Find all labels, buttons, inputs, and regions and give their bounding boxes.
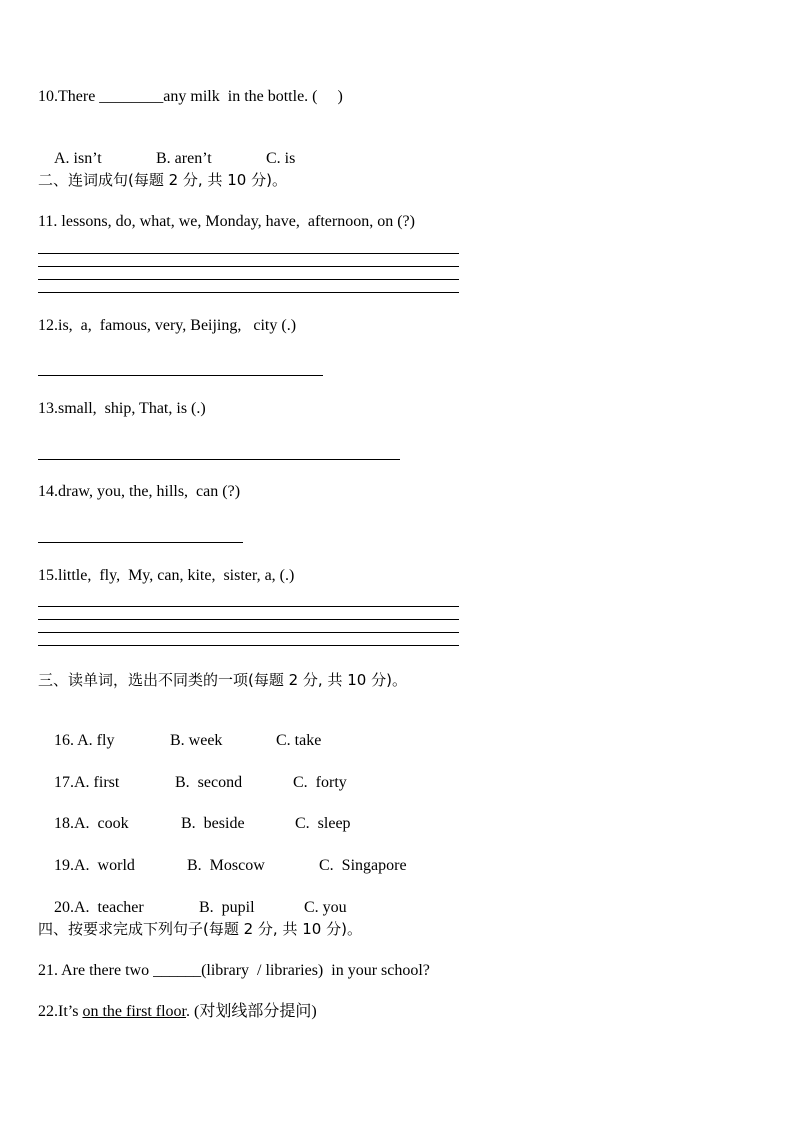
answer-line: [38, 645, 459, 646]
answer-line: [38, 266, 459, 267]
question-number: 19.: [54, 857, 74, 874]
answer-line: [38, 292, 459, 293]
option-c: C. sleep: [295, 815, 351, 832]
question-13: 13.small, ship, That, is (.): [38, 400, 206, 417]
option-c: C. take: [276, 732, 322, 749]
section-3-heading: 三、读单词，选出不同类的一项(每题 2 分, 共 10 分)。: [38, 671, 407, 689]
option-a: A. fly: [77, 732, 115, 749]
option-a: A. isn’t: [54, 150, 102, 167]
answer-line: [38, 253, 459, 254]
question-15: 15.little, fly, My, can, kite, sister, a, (.): [38, 567, 295, 584]
question-14: 14.draw, you, the, hills, can (?): [38, 483, 241, 500]
option-c: C. forty: [293, 774, 347, 791]
option-a: A. world: [74, 857, 135, 874]
question-number: 17.: [54, 774, 74, 791]
question-number: 20.: [54, 899, 74, 916]
answer-line: [38, 619, 459, 620]
answer-line: [38, 542, 243, 543]
answer-line: [38, 632, 459, 633]
question-10-stem: 10.There ________any milk in the bottle. ( ): [38, 88, 343, 105]
section-2-heading: 二、连词成句(每题 2 分, 共 10 分)。: [38, 171, 287, 189]
question-12: 12.is, a, famous, very, Beijing, city (.): [38, 317, 297, 334]
option-c: C. Singapore: [319, 857, 407, 874]
question-22-instruction: . (对划线部分提问): [186, 1003, 317, 1020]
question-11: 11. lessons, do, what, we, Monday, have, afternoon, on (?): [38, 213, 415, 230]
option-b: B. Moscow: [187, 857, 265, 874]
option-c: C. is: [266, 150, 296, 167]
option-b: B. week: [170, 732, 223, 749]
option-b: B. pupil: [199, 899, 255, 916]
answer-line: [38, 459, 400, 460]
answer-line: [38, 606, 459, 607]
option-a: A. first: [74, 774, 120, 791]
question-22: [38, 1002, 317, 1022]
section-4-heading: 四、按要求完成下列句子(每题 2 分, 共 10 分)。: [38, 920, 362, 938]
option-a: A. teacher: [74, 899, 144, 916]
underlined-phrase: on the first floor: [82, 1003, 186, 1020]
question-number: 18.: [54, 815, 74, 832]
option-b: B. second: [175, 774, 243, 791]
answer-line: [38, 375, 323, 376]
option-c: C. you: [304, 899, 347, 916]
question-21: 21. Are there two ______(library / libraries) in your school?: [38, 962, 430, 979]
question-number: 16.: [54, 732, 78, 749]
question-22-prefix: 22.It’s: [38, 1003, 83, 1020]
option-b: B. aren’t: [156, 150, 212, 167]
answer-line: [38, 279, 459, 280]
option-b: B. beside: [181, 815, 245, 832]
option-a: A. cook: [74, 815, 129, 832]
